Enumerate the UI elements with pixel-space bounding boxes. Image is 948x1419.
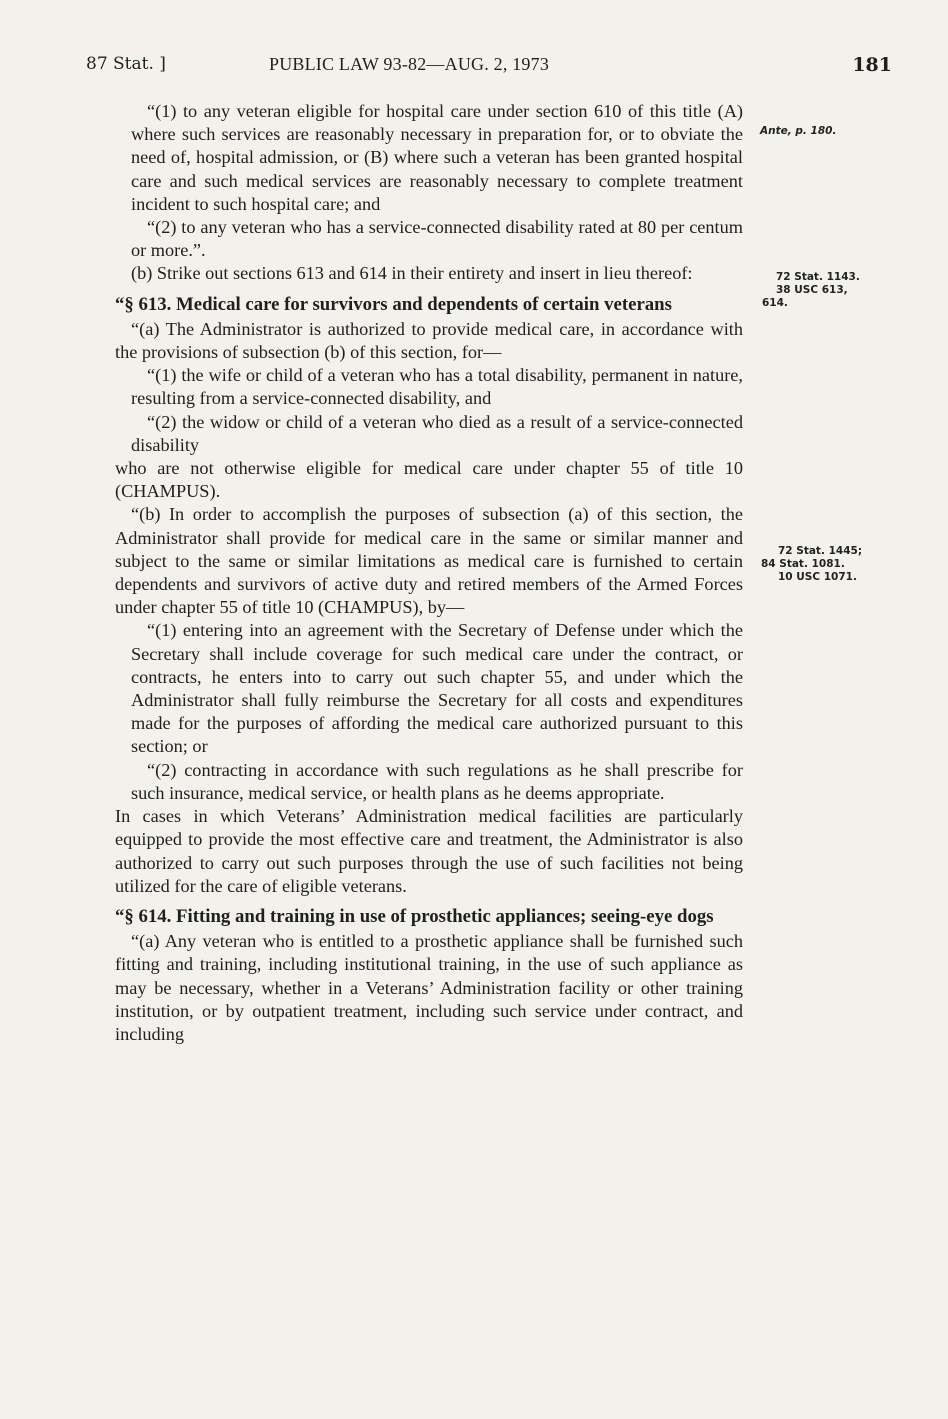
paragraph-7: who are not otherwise eligible for medical care under chapter 55 of title 10 (CHAMPUS). (115, 458, 743, 502)
paragraph-9: “(1) entering into an agreement with the Secretary of Defense under which the Secretary shall include coverage for such medical care under the contract, or contracts, he enters into to carry out such chapter 55, and under which the Administrator shall fully reimburse the Secretary for all costs and expenditures made for the purposes of affording the medical care authorized pursuant to this section; or (131, 620, 743, 757)
paragraph-4: “(a) The Administrator is authorized to provide medical care, in accordance with the provisions of subsection (b) of this section, for— (115, 318, 743, 363)
margin-note-ref1-line1: 72 Stat. 1143. (776, 271, 860, 283)
paragraph-6: “(2) the widow or child of a veteran who died as a result of a service-connected disability (131, 411, 743, 455)
margin-note-ref2-line1: 72 Stat. 1445; (778, 545, 863, 557)
paragraph-1: “(1) to any veteran eligible for hospital care under section 610 of this title (A) where such services are reasonably necessary in preparation for, or to obviate the need of, hospital admission, or (B) where such a veteran has been granted hospital care and such medical services are reasonably necessary to complete treatment incident to such hospital care; and (131, 101, 743, 214)
section-heading-614: “§ 614. Fitting and training in use of prosthetic appliances; seeing-eye dogs (115, 905, 714, 927)
margin-note-ante (760, 125, 910, 138)
statute-reference: 87 Stat. ] (86, 54, 166, 74)
margin-note-ref1-line2: 38 USC 613, (776, 284, 848, 296)
paragraph-3: (b) Strike out sections 613 and 614 in their entirety and insert in lieu thereof: (131, 263, 693, 284)
running-title: PUBLIC LAW 93-82—AUG. 2, 1973 (269, 54, 550, 74)
page-number: 181 (852, 54, 892, 76)
section-heading-613: “§ 613. Medical care for survivors and dependents of certain veterans (115, 293, 672, 315)
margin-note-ante-text: Ante, p. 180. (760, 125, 837, 137)
paragraph-12: “(a) Any veteran who is entitled to a prosthetic appliance shall be furnished such fitting and training, including institutional training, in the use of such appliance as may be necessary, whether in a Veterans’ Administration facility or other training institution, or by outpatient treatment, including such service under contract, and including (115, 931, 743, 1044)
body-text (115, 100, 743, 1046)
margin-note-ref1 (762, 271, 926, 310)
paragraph-10: “(2) contracting in accordance with such regulations as he shall prescribe for such insurance, medical service, or health plans as he deems appropriate. (131, 759, 743, 803)
margin-note-ref2 (761, 545, 928, 584)
paragraph-11: In cases in which Veterans’ Administration medical facilities are particularly equipped to provide the most effective care and treatment, the Administrator is also authorized to carry out such purposes through the use of such facilities not being utilized for the care of eligible veterans. (115, 806, 743, 896)
paragraph-5: “(1) the wife or child of a veteran who has a total disability, permanent in nature, resulting from a service-connected disability, and (131, 365, 743, 409)
page-header (86, 54, 892, 84)
paragraph-2: “(2) to any veteran who has a service-connected disability rated at 80 per centum or more.”. (131, 217, 743, 261)
margin-note-ref1-line3: 614. (762, 297, 788, 309)
paragraph-8: “(b) In order to accomplish the purposes of subsection (a) of this section, the Administrator shall provide for medical care in the same or similar manner and subject to the same or similar limitations as medical care is furnished to certain dependents and survivors of active duty and retired members of the Armed Forces under chapter 55 of title 10 (CHAMPUS), by— (115, 504, 743, 618)
margin-note-ref2-line3: 10 USC 1071. (778, 571, 857, 583)
margin-note-ref2-line2: 84 Stat. 1081. (761, 558, 845, 570)
